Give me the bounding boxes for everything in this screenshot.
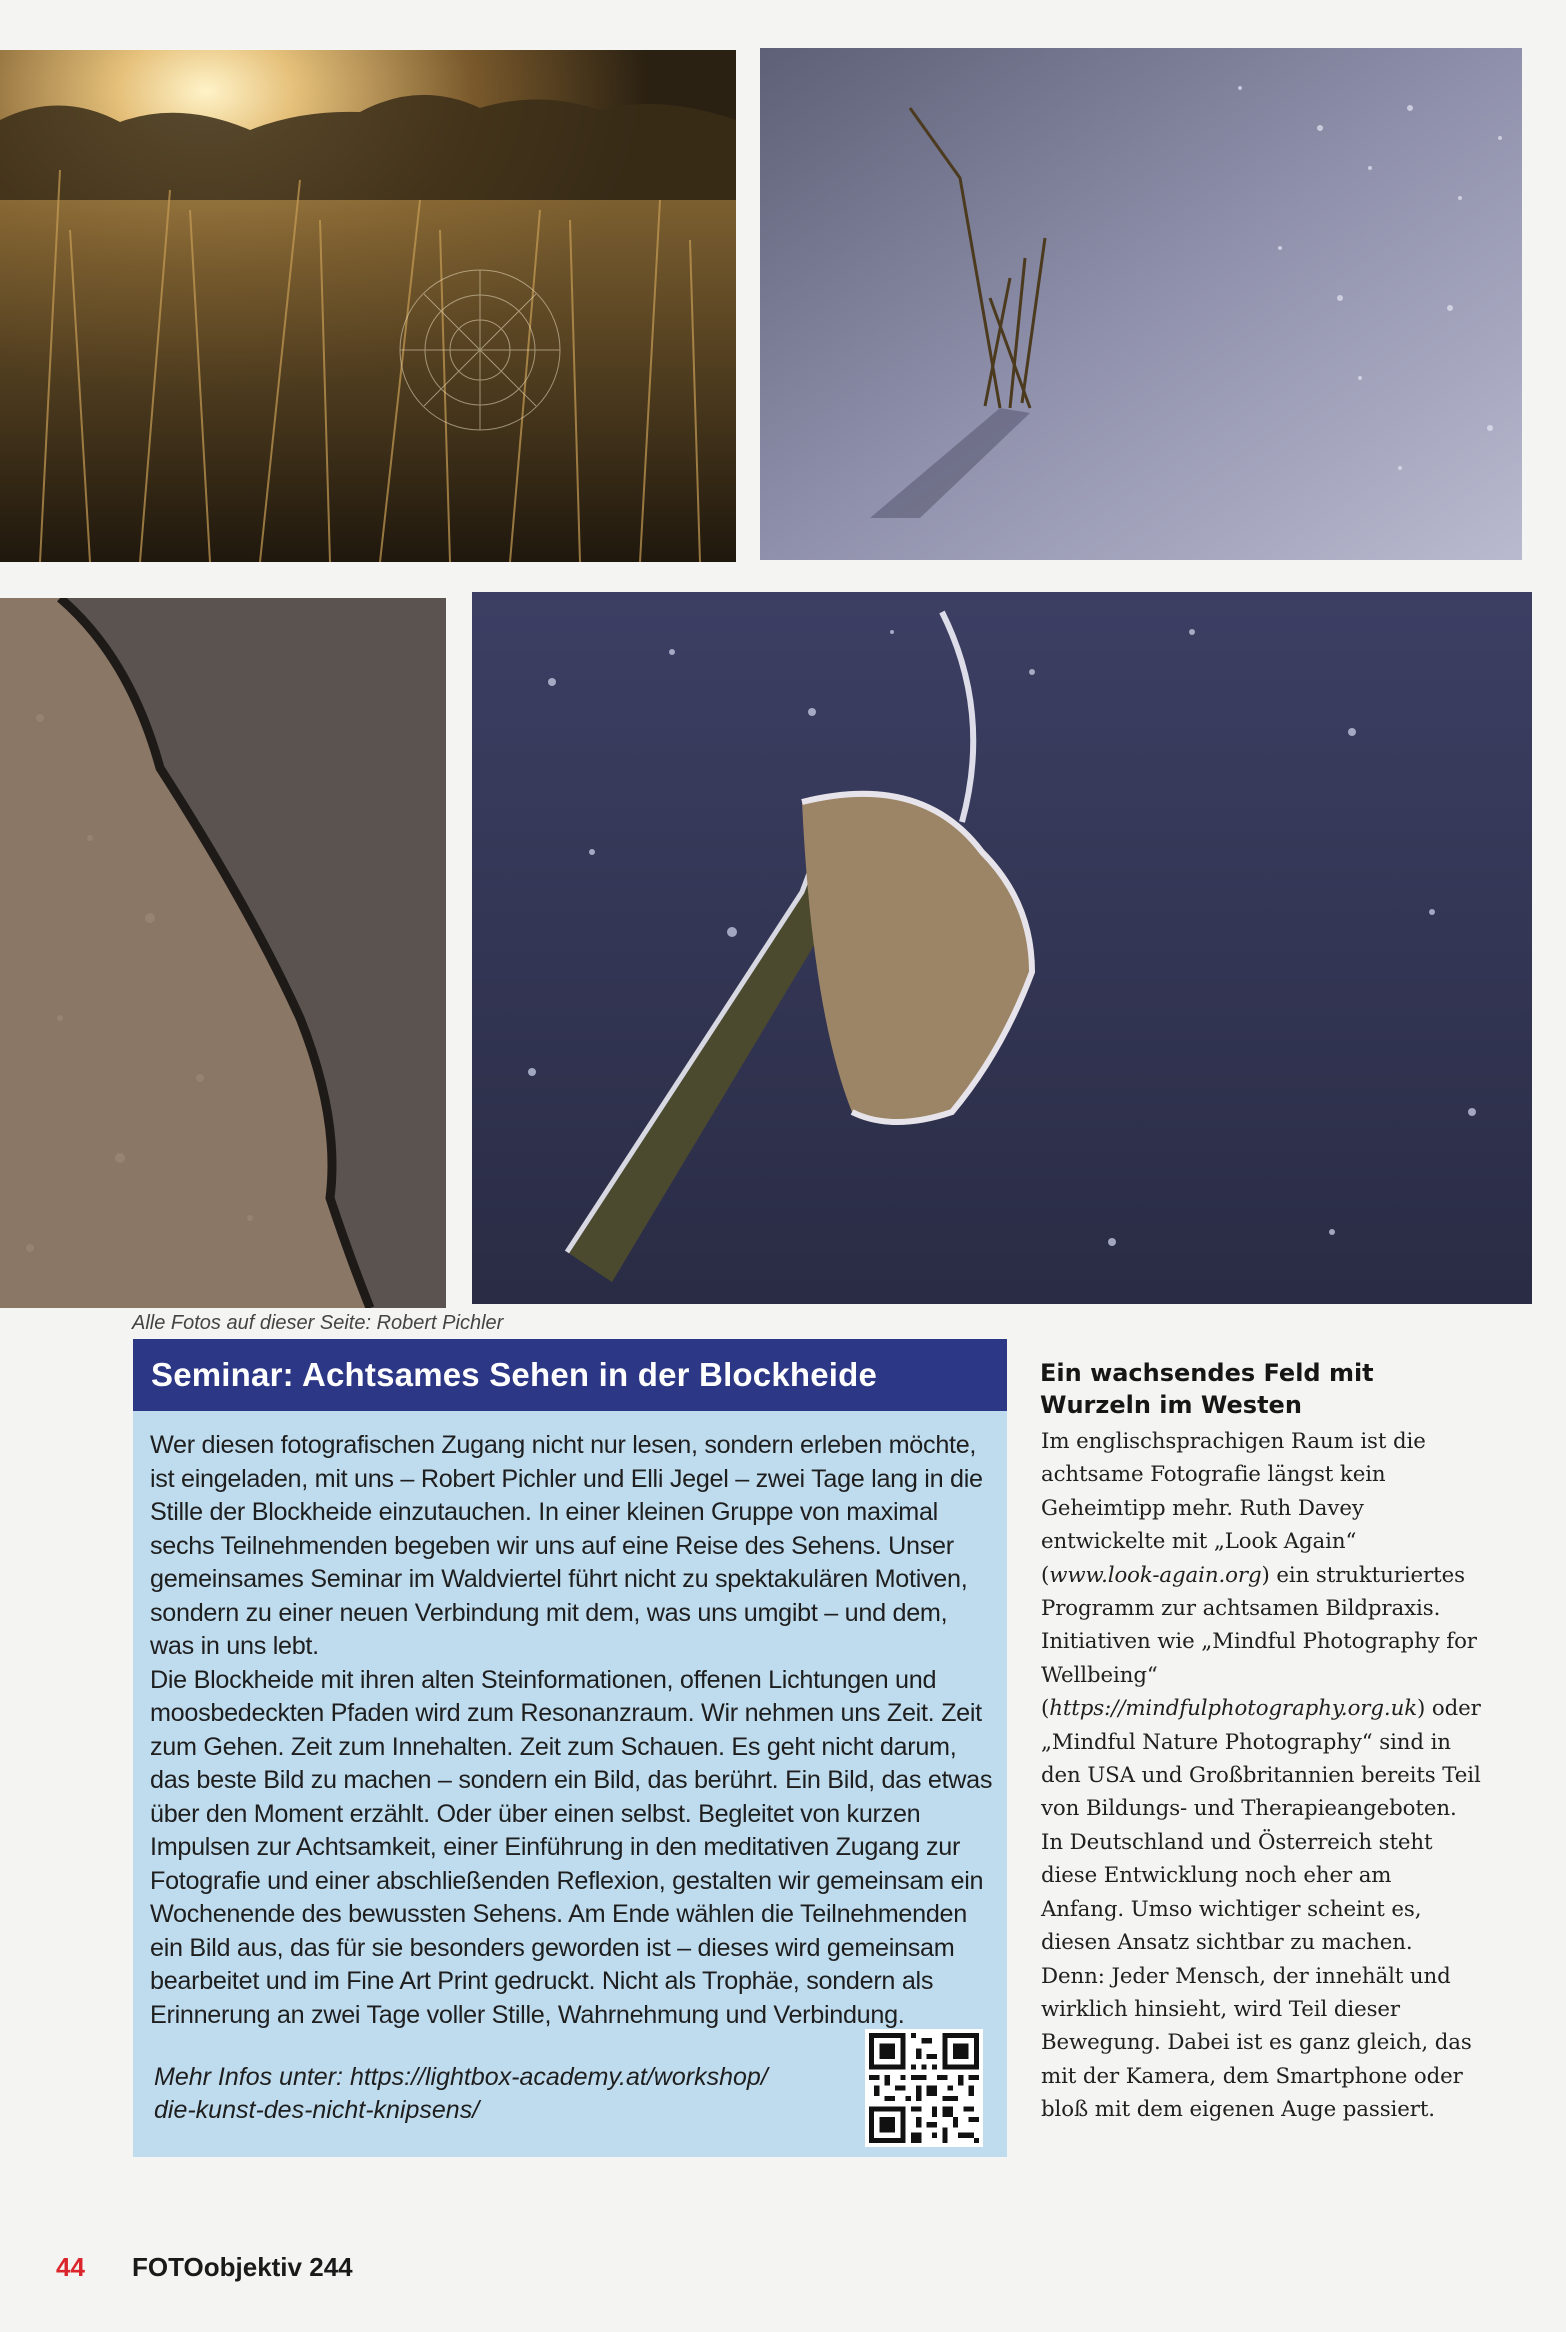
photo-meadow-sunrise xyxy=(0,50,736,562)
sidebar-paragraph-1 xyxy=(1041,1425,1481,1826)
seminar-link-url-part1[interactable]: https://lightbox-academy.at/workshop/ xyxy=(349,2063,768,2091)
sidebar-p1-text-c: ) oder „Mindful Nature Photography“ sind in den USA und Großbritannien bereits Teil von Bildungs- und Therapieangeboten. xyxy=(1041,1696,1481,1822)
sidebar-p1-text-a: Im englischsprachigen Raum ist die achtsame Fotografie längst kein Geheimtipp mehr. Ruth Davey entwickelte mit „Look Again“ ( xyxy=(1041,1429,1426,1588)
seminar-title: Seminar: Achtsames Sehen in der Blockheide xyxy=(133,1339,1007,1411)
sidebar-link-look-again[interactable]: www.look-again.org xyxy=(1049,1562,1262,1588)
photo-frosted-leaf xyxy=(472,592,1532,1304)
photo-reeds-in-ice xyxy=(760,48,1522,560)
magazine-issue: 244 xyxy=(309,2252,353,2282)
magazine-name xyxy=(132,2252,353,2283)
seminar-more-info xyxy=(154,2061,844,2127)
page-number: 44 xyxy=(56,2252,85,2282)
seminar-link-url-part2[interactable]: die-kunst-des-nicht-knipsens/ xyxy=(154,2096,480,2124)
seminar-paragraph-1: Wer diesen fotografischen Zugang nicht nur lesen, sondern erleben möchte, ist eingeladen, mit uns – Robert Pichler und Elli Jegel – zwei Tage lang in die Stille der Blockheide einzutauchen. In einer kleinen Gruppe von maximal sechs Teilnehmenden begeben wir uns auf eine Reise des Sehens. Unser gemeinsames Seminar im Waldviertel führt nicht zu spektakulären Motiven, sondern zu einer neuen Verbindung mit dem, was uns umgibt – und dem, was in uns lebt. xyxy=(150,1431,983,1660)
magazine-title: FOTOobjektiv xyxy=(132,2252,302,2282)
sidebar-link-mindful-photography[interactable]: https://mindfulphotography.org.uk xyxy=(1049,1696,1418,1722)
photo-credit: Alle Fotos auf dieser Seite: Robert Pichler xyxy=(132,1312,504,1334)
photo-granite-rock xyxy=(0,598,446,1308)
sidebar-body xyxy=(1041,1425,1481,2127)
seminar-body xyxy=(150,1429,996,2032)
sidebar-p1-text-b: ) ein strukturiertes Programm zur achtsamen Bildpraxis. Initiativen wie „Mindful Photography for Wellbeing“ ( xyxy=(1041,1562,1477,1722)
sidebar-paragraph-3: Denn: Jeder Mensch, der innehält und wirklich hinsieht, wird Teil dieser Bewegung. Dabei ist es ganz gleich, das mit der Kamera, dem Smartphone oder bloß mit dem eigenen Auge passiert. xyxy=(1041,1963,1472,2123)
sidebar-heading: Ein wachsendes Feld mit Wurzeln im Westen xyxy=(1040,1359,1374,1419)
sidebar-paragraph-2: In Deutschland und Österreich steht diese Entwicklung noch eher am Anfang. Umso wichtiger scheint es, diesen Ansatz sichtbar zu machen. xyxy=(1041,1829,1433,1956)
seminar-box xyxy=(133,1339,1007,2157)
seminar-link-prefix: Mehr Infos unter: xyxy=(154,2063,350,2091)
seminar-paragraph-2: Die Blockheide mit ihren alten Steinformationen, offenen Lichtungen und moosbedeckten Pfaden wird zum Resonanzraum. Wir nehmen uns Zeit. Zeit zum Gehen. Zeit zum Innehalten. Zeit zum Schauen. Es geht nicht darum, das beste Bild zu machen – sondern ein Bild, das berührt. Ein Bild, das etwas über den Moment erzählt. Oder über einen selbst. Begleitet von kurzen Impulsen zur Achtsamkeit, einer Einführung in den meditativen Zugang zur Fotografie und einer abschließenden Reflexion, gestalten wir gemeinsam ein Wochenende des bewussten Sehens. Am Ende wählen die Teilnehmenden ein Bild aus, das für sie besonders geworden ist – dieses wird gemeinsam bearbeitet und im Fine Art Print gedruckt. Nicht als Trophäe, sondern als Erinnerung an zwei Tage voller Stille, Wahrnehmung und Verbindung. xyxy=(150,1665,993,2029)
qr-code[interactable] xyxy=(865,2029,983,2147)
page-footer xyxy=(56,2252,353,2283)
